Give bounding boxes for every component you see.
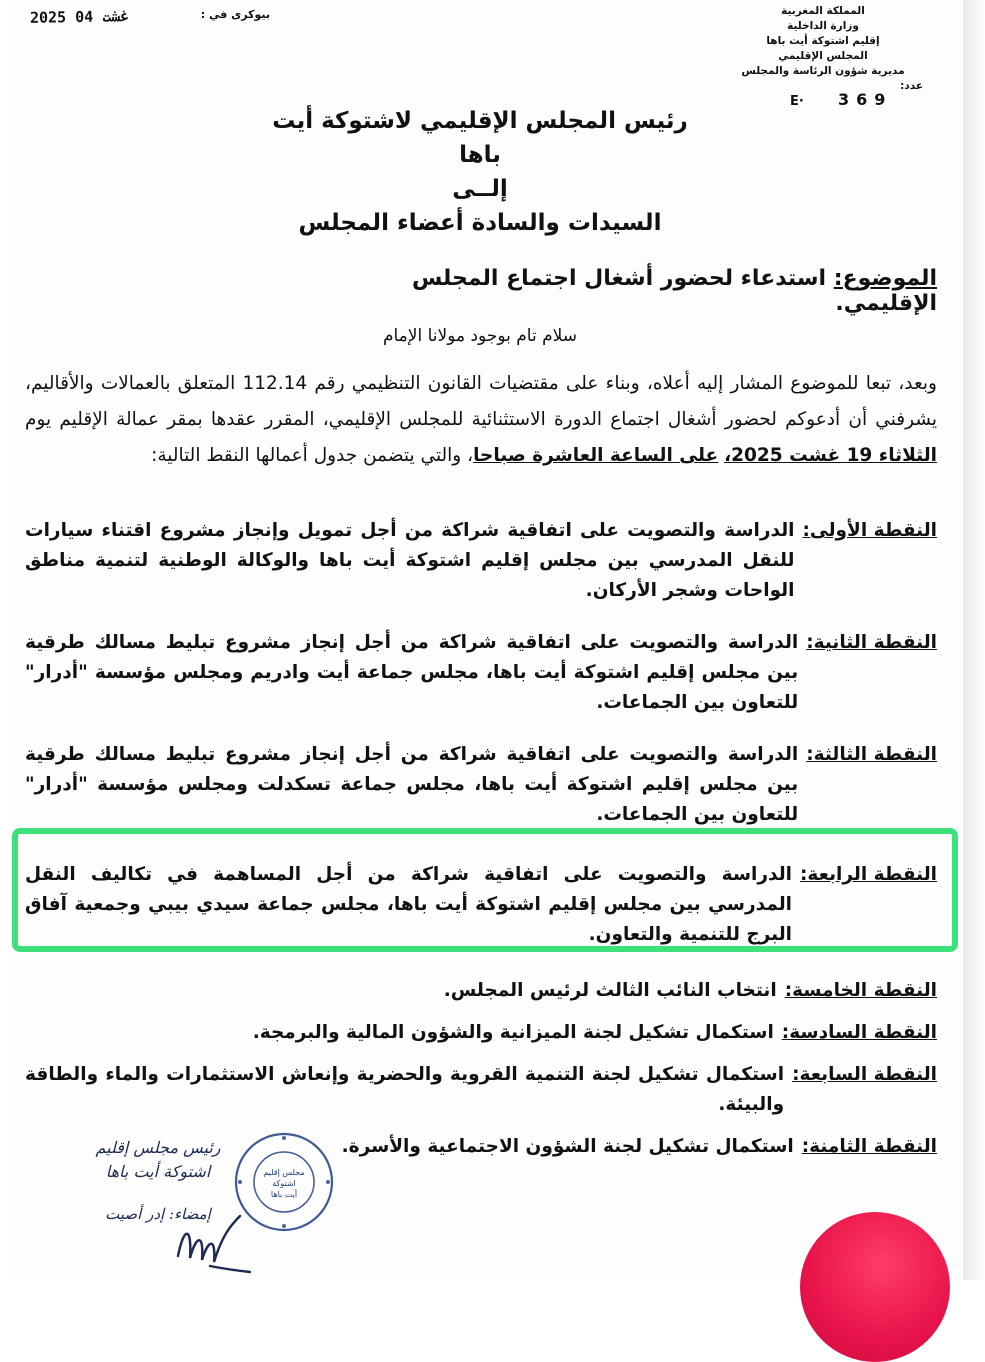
reference-number-label: عدد: [900, 80, 923, 92]
agenda-point-text: الدراسة والتصويت على اتفاقية شراكة من أجل إنجاز مشروع تبليط مسالك طرقية بين مجلس إقليم اشتوكة أيت باها، مجلس جماعة تسكدلت ومجلس مؤسسة "أدرار" للتعاون بين الجماعات. [25, 744, 799, 825]
agenda-point [25, 628, 937, 718]
agenda-point-text: استكمال تشكيل لجنة الميزانية والشؤون المالية والبرمجة. [252, 1022, 774, 1043]
stamp-line-1: مجلس إقليم [263, 1168, 305, 1177]
agenda-point-text: الدراسة والتصويت على اتفاقية شراكة من أجل تمويل وإنجاز مشروع اقتناء سيارات للنقل المدرسي بين مجلس إقليم اشتوكة أيت باها والوكالة الوطنية لتنمية مناطق الواحات وشجر الأركان. [25, 520, 795, 601]
subject-label: الموضوع: [833, 266, 937, 291]
greeting: سلام تام بوجود مولانا الإمام [382, 326, 578, 346]
agenda-point-label: النقطة السادسة: [781, 1022, 937, 1043]
agenda-point-label: النقطة السابعة: [792, 1064, 937, 1085]
recipients: السيدات والسادة أعضاء المجلس [298, 210, 662, 236]
reference-number-value: 369 [838, 90, 893, 109]
meeting-time: على الساعة العاشرة صباحا [473, 445, 719, 466]
place-date [30, 8, 270, 38]
header-directorate: مديرية شؤون الرئاسة والمجلس [741, 65, 905, 77]
signature-scribble [170, 1196, 260, 1276]
agenda-point-label: النقطة الأولى: [802, 520, 937, 541]
subject-line [317, 266, 937, 316]
agenda-point-label: النقطة الثانية: [806, 632, 937, 653]
body-part1: وبعد، تبعا للموضوع المشار إليه أعلاه، وبناء على مقتضيات القانون التنظيمي رقم 112.14 المتعلق بالعمالات والأقاليم، يشرفني أن أدعوكم لحضور أشغال اجتماع الدورة الاستثنائية للمجلس الإقليمي، المقرر عقدها بمقر عمالة الإقليم يوم [25, 373, 937, 430]
header-ministry: وزارة الداخلية [787, 20, 859, 32]
body-part2: ، والتي يتضمن جدول أعمالها النقط التالية: [151, 445, 474, 466]
agenda-point [25, 1018, 937, 1048]
signature-line-2: اشتوكة أيت باها [105, 1162, 211, 1181]
date-time-comma: ، [724, 445, 732, 466]
place-date-label: بيوكرى في : [200, 8, 270, 21]
body-paragraph [25, 366, 937, 474]
agenda-point-label: النقطة الثامنة: [801, 1136, 937, 1157]
agenda-point-text: الدراسة والتصويت على اتفاقية شراكة من أجل إنجاز مشروع تبليط مسالك طرقية بين مجلس إقليم اشتوكة أيت باها، مجلس جماعة أيت وادريم ومجلس مؤسسة "أدرار" للتعاون بين الجماعات. [25, 632, 799, 713]
signature-line-1: رئيس مجلس إقليم [95, 1138, 221, 1157]
reference-mark: E· [790, 94, 804, 109]
stamp-line-2: اشتوكة [272, 1179, 296, 1188]
corner-overlay-blob [800, 1212, 950, 1362]
agenda-point [25, 1060, 937, 1120]
header-kingdom: المملكة المغربية [781, 5, 865, 17]
administrative-header [723, 4, 923, 94]
subject-text: استدعاء لحضور أشغال اجتماع المجلس الإقليمي. [411, 266, 937, 316]
agenda-point [25, 740, 937, 830]
agenda-point-text: استكمال تشكيل لجنة التنمية القروية والحضرية وإنعاش الاستثمارات والماء والطاقة والبيئة. [25, 1064, 785, 1115]
agenda-point [25, 976, 937, 1006]
agenda-point-label: النقطة الرابعة: [800, 864, 937, 885]
sender-title: رئيس المجلس الإقليمي لاشتوكة أيت باها [272, 108, 688, 168]
date-stamp: 2025 غشت 04 [29, 7, 130, 27]
agenda-point [25, 516, 937, 606]
header-council: المجلس الإقليمي [778, 50, 868, 62]
page-edge-shadow [963, 0, 985, 1280]
letter-title [260, 104, 700, 240]
agenda-point-text: الدراسة والتصويت على اتفاقية شراكة من أجل المساهمة في تكاليف النقل المدرسي بين مجلس إقليم اشتوكة أيت باها، مجلس جماعة سيدي بيبي وجمعية آفاق البرج للتنمية والتعاون. [25, 864, 793, 945]
agenda-point-label: النقطة الخامسة: [784, 980, 937, 1001]
reference-number-line [723, 79, 923, 94]
stamp-line-3: أيت باها [270, 1190, 298, 1199]
header-province: إقليم اشتوكة أيت باها [766, 35, 880, 47]
signature-name: إمضاء: إدر أصيت [105, 1205, 211, 1223]
agenda-point-text: استكمال تشكيل لجنة الشؤون الاجتماعية والأسرة. [341, 1136, 794, 1157]
meeting-date: الثلاثاء 19 غشت 2025 [731, 445, 937, 466]
agenda-point-text: انتخاب النائب الثالث لرئيس المجلس. [443, 980, 777, 1001]
agenda-point-label: النقطة الثالثة: [806, 744, 937, 765]
to-word: إلــى [452, 176, 508, 202]
highlight-box [12, 828, 958, 952]
